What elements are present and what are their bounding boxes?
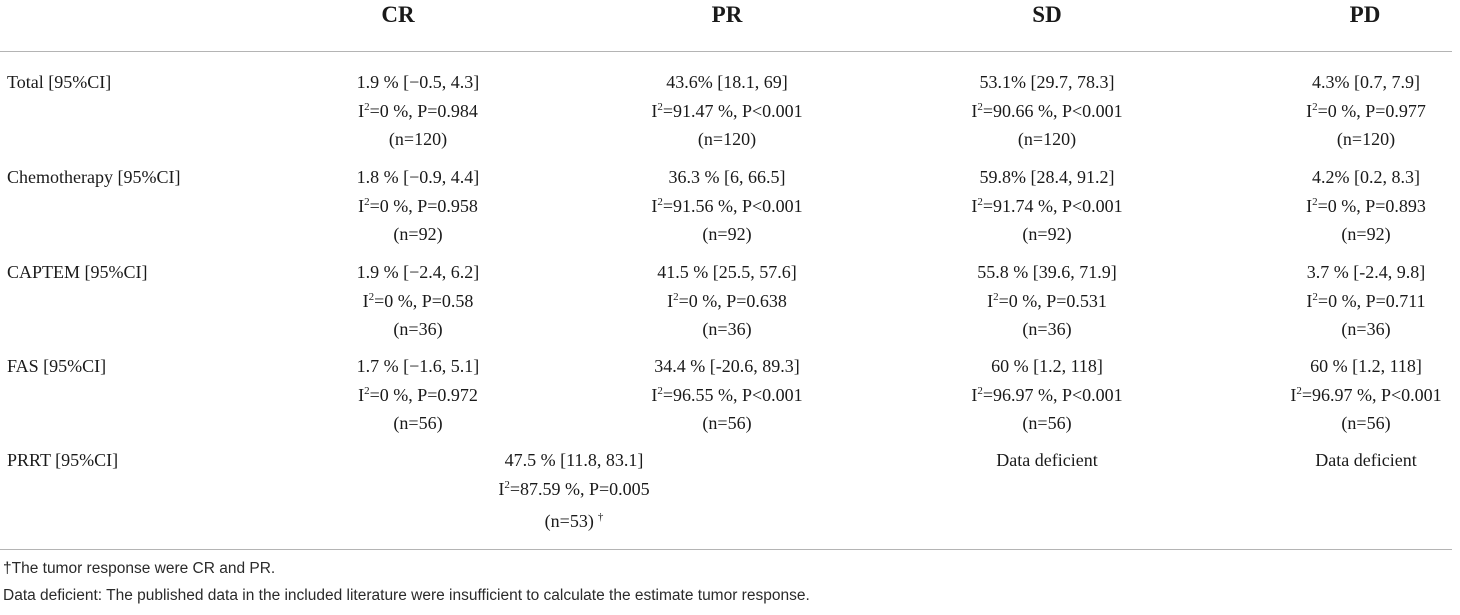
row-label-prrt: PRRT [95%CI] xyxy=(7,450,119,470)
cell-chemotherapy-pr xyxy=(577,163,877,249)
header-pd: PD xyxy=(1349,2,1381,27)
heterogeneity: $I^2=0$ %, P=0.984 xyxy=(358,100,478,121)
heterogeneity: $I^2=0$ %, P=0.972 xyxy=(358,384,478,405)
cell-fas-pr xyxy=(577,352,877,438)
row-label-captem: CAPTEM [95%CI] xyxy=(7,262,148,282)
data-deficient-text: Data deficient xyxy=(1315,450,1417,470)
estimate: 1.7 % [−1.6, 5.1] xyxy=(356,356,480,376)
sample-size: (n=56) xyxy=(393,413,443,433)
footnote-dagger: †The tumor response were CR and PR. xyxy=(3,560,276,577)
cell-captem-pd xyxy=(1216,258,1460,344)
row-label-chemotherapy: Chemotherapy [95%CI] xyxy=(7,167,181,187)
bottom-rule xyxy=(0,549,1452,550)
heterogeneity: $I^2=96.97$ %, P<0.001 xyxy=(1290,384,1442,405)
heterogeneity: $I^2=0$ %, P=0.958 xyxy=(358,195,478,216)
cell-captem-cr xyxy=(268,258,568,344)
heterogeneity: $I^2=91.74$ %, P<0.001 xyxy=(971,195,1123,216)
estimate: 4.3% [0.7, 7.9] xyxy=(1312,72,1420,92)
sample-size: (n=56) xyxy=(702,413,752,433)
sample-size: (n=120) xyxy=(1336,129,1396,149)
cell-fas-pd xyxy=(1216,352,1460,438)
sample-size: (n=56) xyxy=(1341,413,1391,433)
row-label-total: Total [95%CI] xyxy=(7,72,112,92)
estimate: 1.9 % [−2.4, 6.2] xyxy=(356,262,480,282)
cell-prrt-cr-pr xyxy=(424,446,724,536)
heterogeneity: $I^2=91.47$ %, P<0.001 xyxy=(651,100,803,121)
cell-fas-sd xyxy=(897,352,1197,438)
estimate: 47.5 % [11.8, 83.1] xyxy=(504,450,644,470)
cell-prrt-pd xyxy=(1216,446,1460,475)
sample-size: (n=92) xyxy=(1022,224,1072,244)
footnote-data-deficient: Data deficient: The published data in the included literature were insufficient to calculate the estimate tumor response. xyxy=(3,587,810,604)
sample-size: (n=36) xyxy=(702,319,752,339)
header-rule xyxy=(0,51,1452,52)
dagger-footnote-marker: † xyxy=(597,511,604,523)
estimate: 3.7 % [-2.4, 9.8] xyxy=(1306,262,1426,282)
estimate: 53.1% [29.7, 78.3] xyxy=(979,72,1115,92)
cell-total-sd xyxy=(897,68,1197,154)
heterogeneity: $I^2=96.97$ %, P<0.001 xyxy=(971,384,1123,405)
heterogeneity: $I^2=0$ %, P=0.638 xyxy=(667,290,787,311)
estimate: 34.4 % [-20.6, 89.3] xyxy=(654,356,800,376)
estimate: 1.8 % [−0.9, 4.4] xyxy=(356,167,480,187)
sample-size: (n=120) xyxy=(1017,129,1077,149)
heterogeneity: $I^2=0$ %, P=0.711 xyxy=(1306,290,1426,311)
heterogeneity: $I^2=91.56$ %, P<0.001 xyxy=(651,195,803,216)
estimate: 43.6% [18.1, 69] xyxy=(666,72,788,92)
cell-fas-cr xyxy=(268,352,568,438)
heterogeneity: $I^2=0$ %, P=0.977 xyxy=(1306,100,1426,121)
heterogeneity: $I^2=96.55$ %, P<0.001 xyxy=(651,384,803,405)
header-sd: SD xyxy=(1032,2,1062,27)
estimate: 60 % [1.2, 118] xyxy=(1310,356,1422,376)
sample-size: (n=92) xyxy=(1341,224,1391,244)
estimate: 59.8% [28.4, 91.2] xyxy=(979,167,1115,187)
sample-size: (n=92) xyxy=(702,224,752,244)
sample-size: (n=92) xyxy=(393,224,443,244)
cell-prrt-sd xyxy=(897,446,1197,475)
estimate: 41.5 % [25.5, 57.6] xyxy=(657,262,797,282)
sample-size: (n=36) xyxy=(1022,319,1072,339)
header-cr: CR xyxy=(381,2,415,27)
header-pr: PR xyxy=(711,2,743,27)
sample-size: (n=36) xyxy=(1341,319,1391,339)
sample-size: (n=36) xyxy=(393,319,443,339)
cell-chemotherapy-cr xyxy=(268,163,568,249)
cell-total-pr xyxy=(577,68,877,154)
estimate: 4.2% [0.2, 8.3] xyxy=(1312,167,1420,187)
heterogeneity: $I^2=0$ %, P=0.893 xyxy=(1306,195,1426,216)
cell-chemotherapy-pd xyxy=(1216,163,1460,249)
data-deficient-text: Data deficient xyxy=(996,450,1098,470)
sample-size: (n=56) xyxy=(1022,413,1072,433)
sample-size: (n=53) † xyxy=(544,511,604,531)
heterogeneity: $I^2=0$ %, P=0.58 xyxy=(362,290,474,311)
sample-size: (n=120) xyxy=(697,129,757,149)
cell-total-cr xyxy=(268,68,568,154)
estimate: 60 % [1.2, 118] xyxy=(991,356,1103,376)
heterogeneity: $I^2=0$ %, P=0.531 xyxy=(987,290,1107,311)
cell-total-pd xyxy=(1216,68,1460,154)
heterogeneity: $I^2=87.59$ %, P=0.005 xyxy=(498,478,650,499)
estimate: 1.9 % [−0.5, 4.3] xyxy=(356,72,480,92)
row-label-fas: FAS [95%CI] xyxy=(7,356,107,376)
cell-captem-sd xyxy=(897,258,1197,344)
estimate: 36.3 % [6, 66.5] xyxy=(668,167,786,187)
estimate: 55.8 % [39.6, 71.9] xyxy=(977,262,1117,282)
cell-captem-pr xyxy=(577,258,877,344)
cell-chemotherapy-sd xyxy=(897,163,1197,249)
sample-size: (n=120) xyxy=(388,129,448,149)
heterogeneity: $I^2=90.66$ %, P<0.001 xyxy=(971,100,1123,121)
